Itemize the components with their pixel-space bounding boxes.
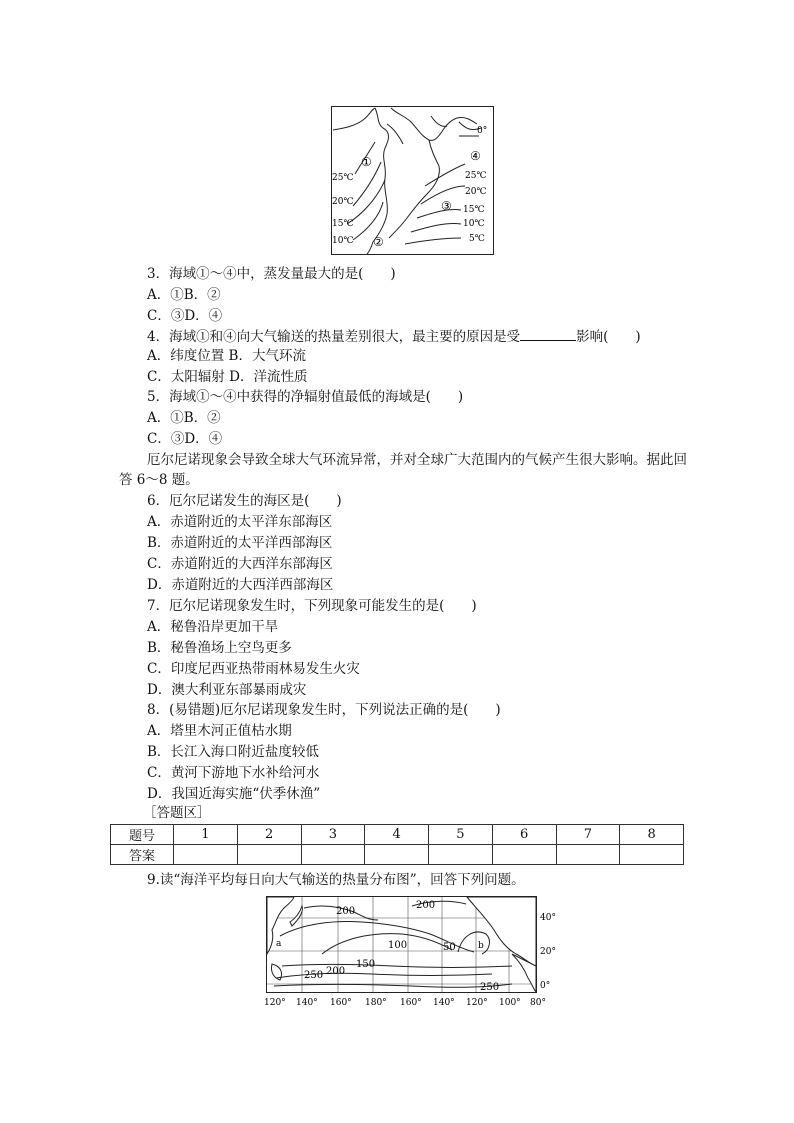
left-isotherm-20: 20℃ bbox=[332, 197, 354, 207]
right-isotherm-25: 25℃ bbox=[465, 171, 487, 181]
longitude-label: 160° bbox=[330, 998, 352, 1008]
question-6-option-c: C．赤道附近的大西洋东部海区 bbox=[147, 556, 333, 572]
contour-label: 250 bbox=[480, 982, 500, 993]
left-isotherm-15: 15℃ bbox=[332, 219, 354, 229]
question-number-cell: 5 bbox=[429, 825, 493, 845]
label-zero-degree: 0° bbox=[477, 126, 488, 136]
left-isotherm-10: 10℃ bbox=[332, 236, 354, 246]
question-6-option-a: A．赤道附近的太平洋东部海区 bbox=[147, 514, 333, 530]
contour-label: 200 bbox=[336, 906, 356, 917]
question-number-cell: 3 bbox=[301, 825, 365, 845]
contour-label: 100 bbox=[388, 940, 408, 951]
latitude-label: 20° bbox=[540, 947, 556, 957]
marker-sea-2: ② bbox=[373, 235, 384, 249]
answer-cell[interactable] bbox=[429, 845, 493, 865]
contour-label: 250 bbox=[304, 970, 324, 981]
question-7-option-c: C．印度尼西亚热带雨林易发生火灾 bbox=[147, 661, 360, 677]
latitude-label: 40° bbox=[540, 913, 556, 923]
question-3-stem: 3．海域①～④中，蒸发量最大的是( ) bbox=[147, 266, 396, 282]
marker-sea-1: ① bbox=[361, 155, 372, 169]
right-isotherm-15: 15℃ bbox=[463, 205, 485, 215]
question-6-option-d: D．赤道附近的大西洋西部海区 bbox=[147, 577, 334, 593]
marker-sea-4: ④ bbox=[470, 149, 481, 163]
fill-blank bbox=[520, 326, 576, 341]
question-3-options-ab: A．①B．② bbox=[147, 287, 221, 303]
contour-label: 50 bbox=[443, 942, 456, 953]
question-number-cell: 6 bbox=[492, 825, 556, 845]
question-5-stem: 5．海域①～④中获得的净辐射值最低的海域是( ) bbox=[147, 389, 464, 405]
longitude-label: 140° bbox=[433, 998, 455, 1008]
question-5-options-ab: A．①B．② bbox=[147, 410, 221, 426]
question-number-cell: 1 bbox=[174, 825, 238, 845]
longitude-label: 120° bbox=[264, 998, 286, 1008]
right-isotherm-5: 5℃ bbox=[469, 234, 485, 244]
longitude-label: 80° bbox=[530, 998, 546, 1008]
question-8-stem: 8．(易错题)厄尔尼诺现象发生时，下列说法正确的是( ) bbox=[147, 702, 501, 718]
longitude-label: 100° bbox=[499, 998, 521, 1008]
answer-cell[interactable] bbox=[492, 845, 556, 865]
right-isotherm-20: 20℃ bbox=[465, 187, 487, 197]
longitude-label: 180° bbox=[365, 998, 387, 1008]
question-number-cell: 8 bbox=[620, 825, 684, 845]
answer-table-answer-row bbox=[111, 845, 684, 865]
question-7-option-b: B．秘鲁渔场上空鸟更多 bbox=[147, 640, 292, 656]
question-6-option-b: B．赤道附近的太平洋西部海区 bbox=[147, 535, 333, 551]
answer-cell[interactable] bbox=[556, 845, 620, 865]
latitude-label: 0° bbox=[540, 981, 551, 991]
longitude-label: 120° bbox=[466, 998, 488, 1008]
question-4-stem bbox=[147, 326, 641, 346]
question-number-cell: 4 bbox=[365, 825, 429, 845]
left-isotherm-25: 25℃ bbox=[332, 173, 354, 183]
question-number-cell: 2 bbox=[237, 825, 301, 845]
longitude-label: 160° bbox=[400, 998, 422, 1008]
answer-table-number-row bbox=[111, 825, 684, 845]
answer-cell[interactable] bbox=[620, 845, 684, 865]
longitude-label: 140° bbox=[296, 998, 318, 1008]
answer-area-heading: ［答题区］ bbox=[143, 805, 211, 821]
answer-cell[interactable] bbox=[174, 845, 238, 865]
question-9-stem: 9.读“海洋平均每日向大气输送的热量分布图”，回答下列问题。 bbox=[147, 872, 525, 888]
table-header-number: 题号 bbox=[111, 825, 174, 845]
question-7-option-d: D．澳大利亚东部暴雨成灾 bbox=[147, 682, 307, 698]
question-8-option-a: A．塔里木河正值枯水期 bbox=[147, 723, 292, 739]
answer-cell[interactable] bbox=[365, 845, 429, 865]
question-8-option-d: D．我国近海实施“伏季休渔” bbox=[147, 786, 321, 802]
right-isotherm-10: 10℃ bbox=[463, 219, 485, 229]
ocean-heat-flux-map bbox=[262, 894, 562, 1010]
marker-sea-3: ③ bbox=[441, 199, 452, 213]
question-6-stem: 6．厄尔尼诺发生的海区是( ) bbox=[147, 493, 342, 509]
question-3-options-cd: C．③D．④ bbox=[147, 308, 223, 324]
question-7-option-a: A．秘鲁沿岸更加干旱 bbox=[147, 619, 279, 635]
question-4-stem-text: 4．海域①和④向大气输送的热量差别很大，最主要的原因是受 bbox=[147, 329, 521, 345]
question-4-options-ab: A．纬度位置 B．大气环流 bbox=[147, 348, 306, 364]
answer-cell[interactable] bbox=[237, 845, 301, 865]
question-8-option-c: C．黄河下游地下水补给河水 bbox=[147, 765, 320, 781]
question-4-options-cd: C．太阳辐射 D．洋流性质 bbox=[147, 369, 308, 385]
contour-label: 150 bbox=[356, 959, 376, 970]
answer-table bbox=[110, 824, 684, 865]
question-5-options-cd: C．③D．④ bbox=[147, 431, 223, 447]
el-nino-intro: 厄尔尼诺现象会导致全球大气环流异常，并对全球广大范围内的气候产生很大影响。据此回答 6～8 题。 bbox=[119, 452, 687, 488]
contour-label: 200 bbox=[416, 900, 436, 911]
question-8-option-b: B．长江入海口附近盐度较低 bbox=[147, 744, 319, 760]
answer-cell[interactable] bbox=[301, 845, 365, 865]
point-label-a: a bbox=[276, 939, 282, 949]
contour-label: 200 bbox=[326, 966, 346, 977]
point-label-b: b bbox=[478, 941, 484, 951]
table-header-answer: 答案 bbox=[111, 845, 174, 865]
ocean-temperature-map bbox=[331, 106, 494, 255]
question-7-stem: 7．厄尔尼诺现象发生时，下列现象可能发生的是( ) bbox=[147, 598, 477, 614]
question-number-cell: 7 bbox=[556, 825, 620, 845]
question-4-stem-tail: 影响( ) bbox=[576, 329, 641, 345]
